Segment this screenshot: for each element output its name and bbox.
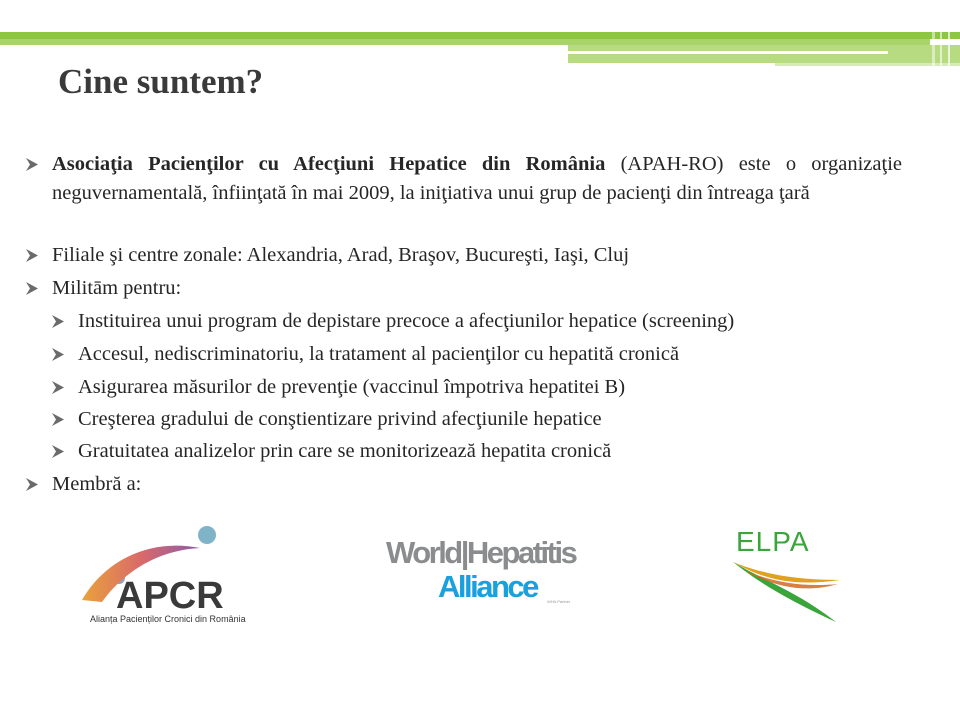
arrow-bullet-icon	[50, 307, 70, 336]
list-item	[24, 241, 902, 270]
whl-logo-line2: Alliance	[438, 569, 537, 604]
page-title: Cine suntem?	[58, 62, 264, 101]
sub-list-item: Accesul, nediscriminatoriu, la tratament al pacienţilor cu hepatită cronică	[50, 340, 902, 369]
organization-name: Asociaţia Pacienţilor cu Afecţiuni Hepatice din România	[52, 153, 606, 175]
list-item	[24, 470, 902, 499]
organization-description: (APAH-RO) este o organizaţie neguvernamentală, înfiinţată în mai 2009, la iniţiativa unui grup de pacienţi din întreaga ţară	[52, 153, 902, 204]
list-item	[24, 274, 902, 303]
elpa-logo	[728, 522, 848, 632]
whl-logo-line1: World|Hepatitis	[386, 535, 576, 570]
sub-list-item: Instituirea unui program de depistare precoce a afecţiunilor hepatice (screening)	[50, 307, 902, 336]
arrow-bullet-icon	[50, 405, 70, 434]
advocacy-heading: Militām pentru:	[52, 277, 182, 299]
elpa-logo-swoosh	[728, 522, 848, 632]
arrow-bullet-icon	[24, 470, 44, 499]
apcr-logo-text: APCR	[116, 575, 224, 617]
arrow-bullet-icon	[24, 241, 44, 270]
header-bar-block	[568, 45, 960, 63]
sub-list-item: Asigurarea măsurilor de prevenţie (vaccinul împotriva hepatitei B)	[50, 373, 902, 402]
member-label: Membră a:	[52, 473, 142, 495]
header-bar-inner-white	[568, 51, 888, 54]
sub-list-item: Gratuitatea analizelor prin care se monitorizează hepatita cronică	[50, 437, 902, 466]
apcr-caption: Alianța Pacienților Cronici din România	[90, 614, 246, 624]
header-stripe-3	[948, 32, 950, 66]
arrow-bullet-icon	[50, 373, 70, 402]
apcr-logo	[80, 520, 250, 630]
sub-list-item: Creşterea gradului de conştientizare privind afecţiunile hepatice	[50, 405, 902, 434]
arrow-bullet-icon	[50, 437, 70, 466]
arrow-bullet-icon	[50, 340, 70, 369]
whl-logo-small-text: WHA Partner	[547, 599, 571, 604]
header-stripe-2	[940, 32, 942, 66]
header-bar-top	[0, 32, 960, 39]
arrow-bullet-icon	[24, 150, 44, 179]
elpa-logo-text: ELPA	[736, 526, 810, 557]
world-hepatitis-alliance-logo	[386, 535, 586, 610]
list-item	[24, 150, 902, 208]
branches-text: Filiale şi centre zonale: Alexandria, Arad, Braşov, Bucureşti, Iaşi, Cluj	[52, 244, 630, 266]
header-stripe-1	[932, 32, 935, 66]
arrow-bullet-icon	[24, 274, 44, 303]
